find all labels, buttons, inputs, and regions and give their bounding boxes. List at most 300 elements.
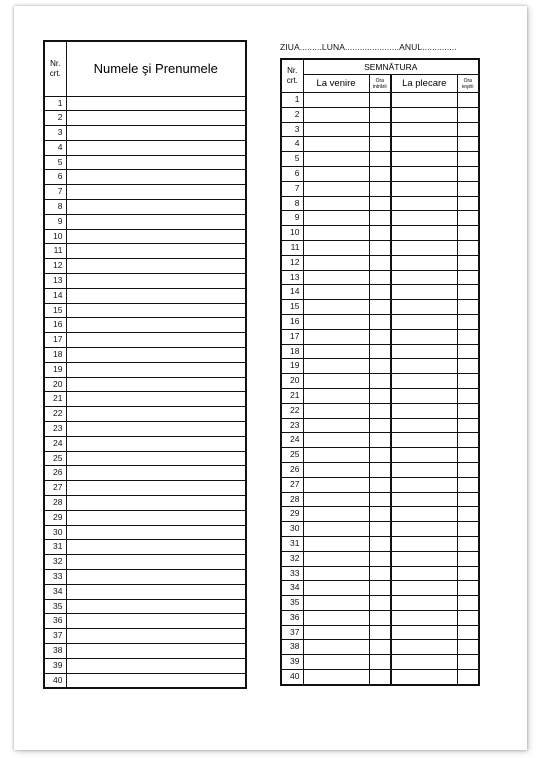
name-cell[interactable]: [66, 185, 246, 200]
signature-row: [281, 270, 479, 285]
departure-time-cell[interactable]: [457, 107, 479, 122]
name-cell[interactable]: [66, 244, 246, 259]
departure-time-cell[interactable]: [457, 359, 479, 374]
departure-time-cell[interactable]: [457, 329, 479, 344]
departure-time-cell[interactable]: [457, 196, 479, 211]
arrival-time-cell[interactable]: [369, 418, 391, 433]
departure-time-cell[interactable]: [457, 388, 479, 403]
name-cell[interactable]: [66, 510, 246, 525]
arrival-time-cell[interactable]: [369, 625, 391, 640]
row-number: 40: [281, 670, 303, 685]
departure-time-cell[interactable]: [457, 418, 479, 433]
arrival-signature-cell[interactable]: [303, 226, 369, 241]
departure-time-cell[interactable]: [457, 93, 479, 108]
name-cell[interactable]: [66, 584, 246, 599]
arrival-signature-cell[interactable]: [303, 240, 369, 255]
arrival-time-cell[interactable]: [369, 122, 391, 137]
arrival-time-cell[interactable]: [369, 492, 391, 507]
row-number: 24: [281, 433, 303, 448]
row-number: 4: [44, 140, 66, 155]
row-number: 30: [281, 522, 303, 537]
departure-signature-cell[interactable]: [391, 522, 457, 537]
name-cell[interactable]: [66, 333, 246, 348]
row-number: 2: [281, 107, 303, 122]
departure-signature-cell[interactable]: [391, 359, 457, 374]
arrival-signature-cell[interactable]: [303, 625, 369, 640]
name-row: [44, 155, 246, 170]
departure-signature-cell[interactable]: [391, 137, 457, 152]
name-row: [44, 673, 246, 688]
name-cell[interactable]: [66, 570, 246, 585]
signature-row: [281, 522, 479, 537]
departure-time-cell[interactable]: [457, 462, 479, 477]
row-number: 23: [44, 422, 66, 437]
name-cell[interactable]: [66, 614, 246, 629]
arrival-time-cell[interactable]: [369, 226, 391, 241]
departure-signature-cell[interactable]: [391, 374, 457, 389]
departure-time-cell[interactable]: [457, 166, 479, 181]
row-number: 19: [281, 359, 303, 374]
name-row: [44, 407, 246, 422]
name-cell[interactable]: [66, 466, 246, 481]
signature-row: [281, 388, 479, 403]
name-row: [44, 362, 246, 377]
arrival-time-cell[interactable]: [369, 300, 391, 315]
departure-signature-cell[interactable]: [391, 93, 457, 108]
name-row: [44, 436, 246, 451]
arrival-signature-cell[interactable]: [303, 196, 369, 211]
departure-time-cell[interactable]: [457, 152, 479, 167]
name-row: [44, 229, 246, 244]
arrival-time-cell[interactable]: [369, 166, 391, 181]
row-number: 27: [44, 481, 66, 496]
arrival-signature-cell[interactable]: [303, 522, 369, 537]
name-cell[interactable]: [66, 658, 246, 673]
name-cell[interactable]: [66, 155, 246, 170]
departure-signature-cell[interactable]: [391, 314, 457, 329]
name-cell[interactable]: [66, 496, 246, 511]
departure-time-cell[interactable]: [457, 137, 479, 152]
name-cell[interactable]: [66, 288, 246, 303]
row-number: 4: [281, 137, 303, 152]
name-cell[interactable]: [66, 303, 246, 318]
departure-signature-cell[interactable]: [391, 226, 457, 241]
name-row: [44, 318, 246, 333]
departure-time-cell[interactable]: [457, 403, 479, 418]
departure-signature-cell[interactable]: [391, 610, 457, 625]
signature-row: [281, 93, 479, 108]
arrival-signature-cell[interactable]: [303, 211, 369, 226]
signature-row: [281, 655, 479, 670]
name-cell[interactable]: [66, 140, 246, 155]
arrival-signature-cell[interactable]: [303, 93, 369, 108]
signature-row: [281, 196, 479, 211]
departure-signature-cell[interactable]: [391, 211, 457, 226]
departure-time-cell[interactable]: [457, 226, 479, 241]
name-row: [44, 599, 246, 614]
name-cell[interactable]: [66, 555, 246, 570]
arrival-time-cell[interactable]: [369, 433, 391, 448]
signature-row: [281, 359, 479, 374]
departure-signature-cell[interactable]: [391, 285, 457, 300]
arrival-signature-cell[interactable]: [303, 166, 369, 181]
name-cell[interactable]: [66, 259, 246, 274]
arrival-time-cell[interactable]: [369, 522, 391, 537]
name-cell[interactable]: [66, 392, 246, 407]
arrival-signature-cell[interactable]: [303, 640, 369, 655]
name-cell[interactable]: [66, 318, 246, 333]
departure-time-cell[interactable]: [457, 181, 479, 196]
departure-signature-cell[interactable]: [391, 448, 457, 463]
name-cell[interactable]: [66, 111, 246, 126]
arrival-signature-cell[interactable]: [303, 107, 369, 122]
departure-signature-cell[interactable]: [391, 551, 457, 566]
arrival-signature-cell[interactable]: [303, 581, 369, 596]
arrival-time-cell[interactable]: [369, 507, 391, 522]
departure-time-cell[interactable]: [457, 314, 479, 329]
name-cell[interactable]: [66, 540, 246, 555]
departure-signature-cell[interactable]: [391, 507, 457, 522]
row-number: 40: [44, 673, 66, 688]
row-number: 30: [44, 525, 66, 540]
row-number: 25: [44, 451, 66, 466]
signature-row: [281, 300, 479, 315]
departure-signature-cell[interactable]: [391, 477, 457, 492]
name-cell[interactable]: [66, 436, 246, 451]
departure-time-cell[interactable]: [457, 670, 479, 685]
arrival-time-cell[interactable]: [369, 536, 391, 551]
row-number: 28: [281, 492, 303, 507]
arrival-time-cell[interactable]: [369, 581, 391, 596]
departure-time-cell[interactable]: [457, 477, 479, 492]
departure-time-cell[interactable]: [457, 522, 479, 537]
departure-time-cell[interactable]: [457, 448, 479, 463]
name-cell[interactable]: [66, 643, 246, 658]
row-number: 10: [44, 229, 66, 244]
signature-row: [281, 137, 479, 152]
arrival-time-cell[interactable]: [369, 181, 391, 196]
arrival-time-cell[interactable]: [369, 329, 391, 344]
departure-time-cell[interactable]: [457, 344, 479, 359]
row-number: 5: [44, 155, 66, 170]
arrival-signature-cell[interactable]: [303, 551, 369, 566]
name-row: [44, 510, 246, 525]
arrival-time-cell[interactable]: [369, 196, 391, 211]
row-number: 18: [281, 344, 303, 359]
signature-row: [281, 507, 479, 522]
arrival-signature-cell[interactable]: [303, 359, 369, 374]
row-number: 22: [44, 407, 66, 422]
departure-time-cell[interactable]: [457, 551, 479, 566]
row-number: 13: [44, 274, 66, 289]
arrival-header: La venire: [303, 75, 369, 93]
departure-signature-cell[interactable]: [391, 433, 457, 448]
arrival-signature-cell[interactable]: [303, 270, 369, 285]
arrival-time-cell[interactable]: [369, 403, 391, 418]
departure-signature-cell[interactable]: [391, 492, 457, 507]
row-number: 9: [44, 214, 66, 229]
name-row: [44, 140, 246, 155]
departure-signature-cell[interactable]: [391, 196, 457, 211]
departure-signature-cell[interactable]: [391, 255, 457, 270]
departure-signature-cell[interactable]: [391, 181, 457, 196]
row-number: 1: [44, 96, 66, 111]
name-cell[interactable]: [66, 362, 246, 377]
names-col-nr-header: Nr. crt.: [44, 41, 66, 96]
arrival-time-cell[interactable]: [369, 240, 391, 255]
name-row: [44, 584, 246, 599]
departure-signature-cell[interactable]: [391, 166, 457, 181]
signature-row: [281, 448, 479, 463]
name-cell[interactable]: [66, 599, 246, 614]
departure-time-cell[interactable]: [457, 581, 479, 596]
signature-row: [281, 211, 479, 226]
signature-row: [281, 566, 479, 581]
arrival-time-cell[interactable]: [369, 285, 391, 300]
arrival-time-cell[interactable]: [369, 655, 391, 670]
name-row: [44, 303, 246, 318]
departure-signature-cell[interactable]: [391, 270, 457, 285]
arrival-signature-cell[interactable]: [303, 566, 369, 581]
departure-signature-cell[interactable]: [391, 152, 457, 167]
departure-signature-cell[interactable]: [391, 122, 457, 137]
name-cell[interactable]: [66, 170, 246, 185]
signature-row: [281, 374, 479, 389]
departure-time-cell[interactable]: [457, 255, 479, 270]
departure-time-cell[interactable]: [457, 211, 479, 226]
signature-row: [281, 640, 479, 655]
arrival-time-cell[interactable]: [369, 462, 391, 477]
arrival-time-cell[interactable]: [369, 596, 391, 611]
signature-row: [281, 403, 479, 418]
row-number: 39: [44, 658, 66, 673]
name-row: [44, 451, 246, 466]
arrival-signature-cell[interactable]: [303, 374, 369, 389]
arrival-time-cell[interactable]: [369, 270, 391, 285]
departure-signature-cell[interactable]: [391, 581, 457, 596]
row-number: 28: [44, 496, 66, 511]
row-number: 39: [281, 655, 303, 670]
departure-signature-cell[interactable]: [391, 418, 457, 433]
arrival-signature-cell[interactable]: [303, 507, 369, 522]
row-number: 35: [281, 596, 303, 611]
departure-time-cell[interactable]: [457, 122, 479, 137]
departure-time-cell[interactable]: [457, 625, 479, 640]
departure-time-cell[interactable]: [457, 596, 479, 611]
departure-time-cell[interactable]: [457, 610, 479, 625]
row-number: 16: [44, 318, 66, 333]
name-row: [44, 377, 246, 392]
arrival-signature-cell[interactable]: [303, 314, 369, 329]
departure-signature-cell[interactable]: [391, 329, 457, 344]
departure-time-cell[interactable]: [457, 374, 479, 389]
name-cell[interactable]: [66, 200, 246, 215]
name-row: [44, 111, 246, 126]
departure-signature-cell[interactable]: [391, 462, 457, 477]
signature-row: [281, 418, 479, 433]
row-number: 33: [281, 566, 303, 581]
departure-time-cell[interactable]: [457, 655, 479, 670]
row-number: 31: [281, 536, 303, 551]
name-row: [44, 170, 246, 185]
departure-signature-cell[interactable]: [391, 344, 457, 359]
arrival-time-cell[interactable]: [369, 255, 391, 270]
row-number: 24: [44, 436, 66, 451]
row-number: 14: [44, 288, 66, 303]
departure-signature-cell[interactable]: [391, 596, 457, 611]
name-cell[interactable]: [66, 629, 246, 644]
row-number: 2: [44, 111, 66, 126]
arrival-signature-cell[interactable]: [303, 670, 369, 685]
arrival-time-cell[interactable]: [369, 640, 391, 655]
row-number: 37: [44, 629, 66, 644]
name-row: [44, 540, 246, 555]
arrival-time-cell[interactable]: [369, 211, 391, 226]
departure-time-cell[interactable]: [457, 240, 479, 255]
arrival-time-cell[interactable]: [369, 448, 391, 463]
arrival-signature-cell[interactable]: [303, 300, 369, 315]
arrival-time-cell[interactable]: [369, 551, 391, 566]
name-row: [44, 333, 246, 348]
departure-time-cell[interactable]: [457, 566, 479, 581]
arrival-time-cell[interactable]: [369, 388, 391, 403]
row-number: 25: [281, 448, 303, 463]
arrival-signature-cell[interactable]: [303, 152, 369, 167]
row-number: 36: [281, 610, 303, 625]
signature-row: [281, 625, 479, 640]
name-cell[interactable]: [66, 96, 246, 111]
signature-row: [281, 536, 479, 551]
arrival-time-cell[interactable]: [369, 566, 391, 581]
name-cell[interactable]: [66, 126, 246, 141]
departure-signature-cell[interactable]: [391, 670, 457, 685]
date-line: ZIUA.........LUNA......................ANUL..............: [280, 42, 457, 52]
name-cell[interactable]: [66, 525, 246, 540]
signature-row: [281, 314, 479, 329]
row-number: 32: [44, 555, 66, 570]
row-number: 17: [44, 333, 66, 348]
name-cell[interactable]: [66, 214, 246, 229]
departure-signature-cell[interactable]: [391, 240, 457, 255]
row-number: 38: [44, 643, 66, 658]
name-cell[interactable]: [66, 451, 246, 466]
row-number: 14: [281, 285, 303, 300]
arrival-time-cell[interactable]: [369, 610, 391, 625]
name-row: [44, 244, 246, 259]
name-cell[interactable]: [66, 673, 246, 688]
arrival-signature-cell[interactable]: [303, 448, 369, 463]
arrival-signature-cell[interactable]: [303, 181, 369, 196]
arrival-time-header: Ora intrării: [369, 75, 391, 93]
row-number: 32: [281, 551, 303, 566]
arrival-signature-cell[interactable]: [303, 255, 369, 270]
departure-signature-cell[interactable]: [391, 107, 457, 122]
arrival-time-cell[interactable]: [369, 670, 391, 685]
name-cell[interactable]: [66, 422, 246, 437]
name-cell[interactable]: [66, 274, 246, 289]
departure-time-cell[interactable]: [457, 300, 479, 315]
name-row: [44, 555, 246, 570]
departure-signature-cell[interactable]: [391, 300, 457, 315]
departure-time-cell[interactable]: [457, 285, 479, 300]
name-cell[interactable]: [66, 348, 246, 363]
arrival-signature-cell[interactable]: [303, 655, 369, 670]
arrival-time-cell[interactable]: [369, 374, 391, 389]
row-number: 21: [281, 388, 303, 403]
name-cell[interactable]: [66, 229, 246, 244]
name-row: [44, 126, 246, 141]
departure-time-cell[interactable]: [457, 492, 479, 507]
arrival-signature-cell[interactable]: [303, 610, 369, 625]
arrival-signature-cell[interactable]: [303, 596, 369, 611]
arrival-signature-cell[interactable]: [303, 403, 369, 418]
row-number: 15: [44, 303, 66, 318]
arrival-time-cell[interactable]: [369, 152, 391, 167]
arrival-time-cell[interactable]: [369, 344, 391, 359]
arrival-signature-cell[interactable]: [303, 462, 369, 477]
row-number: 20: [44, 377, 66, 392]
arrival-signature-cell[interactable]: [303, 137, 369, 152]
departure-signature-cell[interactable]: [391, 625, 457, 640]
departure-signature-cell[interactable]: [391, 403, 457, 418]
signature-row: [281, 344, 479, 359]
name-cell[interactable]: [66, 481, 246, 496]
arrival-signature-cell[interactable]: [303, 492, 369, 507]
arrival-time-cell[interactable]: [369, 93, 391, 108]
departure-signature-cell[interactable]: [391, 655, 457, 670]
arrival-time-cell[interactable]: [369, 477, 391, 492]
row-number: 21: [44, 392, 66, 407]
arrival-time-cell[interactable]: [369, 359, 391, 374]
departure-signature-cell[interactable]: [391, 388, 457, 403]
departure-time-cell[interactable]: [457, 640, 479, 655]
departure-time-cell[interactable]: [457, 270, 479, 285]
arrival-time-cell[interactable]: [369, 107, 391, 122]
name-row: [44, 288, 246, 303]
arrival-time-cell[interactable]: [369, 137, 391, 152]
signature-row: [281, 107, 479, 122]
departure-signature-cell[interactable]: [391, 640, 457, 655]
arrival-signature-cell[interactable]: [303, 329, 369, 344]
name-row: [44, 422, 246, 437]
arrival-signature-cell[interactable]: [303, 433, 369, 448]
row-number: 13: [281, 270, 303, 285]
arrival-signature-cell[interactable]: [303, 418, 369, 433]
arrival-time-cell[interactable]: [369, 314, 391, 329]
departure-time-cell[interactable]: [457, 507, 479, 522]
departure-time-cell[interactable]: [457, 536, 479, 551]
arrival-signature-cell[interactable]: [303, 285, 369, 300]
arrival-signature-cell[interactable]: [303, 344, 369, 359]
row-number: 37: [281, 625, 303, 640]
row-number: 6: [44, 170, 66, 185]
departure-signature-cell[interactable]: [391, 536, 457, 551]
arrival-signature-cell[interactable]: [303, 388, 369, 403]
row-number: 26: [281, 462, 303, 477]
arrival-signature-cell[interactable]: [303, 122, 369, 137]
name-row: [44, 274, 246, 289]
arrival-signature-cell[interactable]: [303, 477, 369, 492]
row-number: 29: [281, 507, 303, 522]
name-cell[interactable]: [66, 377, 246, 392]
departure-signature-cell[interactable]: [391, 566, 457, 581]
arrival-signature-cell[interactable]: [303, 536, 369, 551]
name-row: [44, 466, 246, 481]
name-cell[interactable]: [66, 407, 246, 422]
row-number: 7: [281, 181, 303, 196]
name-row: [44, 496, 246, 511]
departure-time-cell[interactable]: [457, 433, 479, 448]
